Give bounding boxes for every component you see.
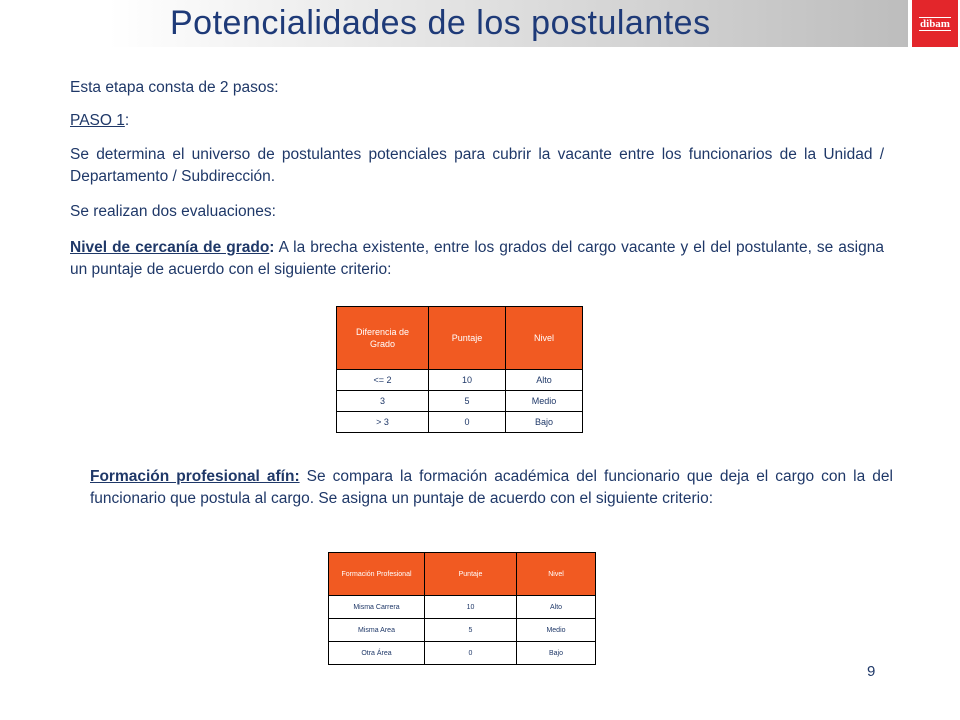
table-row xyxy=(329,619,596,642)
header-score: Puntaje xyxy=(425,553,517,596)
logo-text: dibam xyxy=(920,17,950,30)
table-row xyxy=(337,370,583,391)
table-cell: 5 xyxy=(425,619,517,642)
table-cell: Alto xyxy=(517,596,596,619)
criterion-grade xyxy=(70,237,884,281)
table-cell: 10 xyxy=(429,370,506,391)
header-score: Puntaje xyxy=(429,307,506,370)
header-level: Nivel xyxy=(517,553,596,596)
page-number: 9 xyxy=(867,663,876,680)
table-cell: > 3 xyxy=(337,412,429,433)
table-cell: Misma Area xyxy=(329,619,425,642)
header-grade-difference: Diferencia de Grado xyxy=(337,307,429,370)
step-colon: : xyxy=(124,112,130,129)
slide-title: Potencialidades de los postulantes xyxy=(170,4,711,42)
dibam-logo xyxy=(912,0,958,47)
criterion-training-text: Se compara la formación académica del funcionario que deja el cargo con la del funcionario que postula al cargo. Se asigna un puntaje de acuerdo con el siguiente criterio: xyxy=(90,468,893,507)
header-professional-training: Formación Profesional xyxy=(329,553,425,596)
criterion-grade-text: A la brecha existente, entre los grados del cargo vacante y el del postulante, se asigna un puntaje de acuerdo con el siguiente criterio: xyxy=(70,239,884,278)
table-cell: Medio xyxy=(506,391,583,412)
header-level: Nivel xyxy=(506,307,583,370)
criterion-training-label: Formación profesional afín: xyxy=(90,468,300,485)
table-cell: <= 2 xyxy=(337,370,429,391)
table-row xyxy=(337,391,583,412)
table-cell: Medio xyxy=(517,619,596,642)
paragraph-universe: Se determina el universo de postulantes potenciales para cubrir la vacante entre los funcionarios de la Unidad / Departamento / Subdirección. xyxy=(70,146,884,185)
step-heading xyxy=(70,110,890,132)
table-header-row xyxy=(329,553,596,596)
table-cell: Otra Área xyxy=(329,642,425,665)
table-cell: 10 xyxy=(425,596,517,619)
step-label: PASO 1 xyxy=(70,112,125,129)
table-cell: Bajo xyxy=(506,412,583,433)
criterion-grade-label: Nivel de cercanía de grado xyxy=(70,239,270,256)
table-cell: 0 xyxy=(425,642,517,665)
table-cell: Alto xyxy=(506,370,583,391)
table-cell: Misma Carrera xyxy=(329,596,425,619)
paragraph-evaluations: Se realizan dos evaluaciones: xyxy=(70,203,276,220)
table-row xyxy=(329,642,596,665)
grade-score-table xyxy=(336,306,583,433)
intro-text: Esta etapa consta de 2 pasos: xyxy=(70,79,279,96)
table-row xyxy=(329,596,596,619)
training-score-table xyxy=(328,552,596,665)
criterion-training xyxy=(90,466,893,510)
criterion-grade-colon: : xyxy=(269,239,275,256)
table-cell: 0 xyxy=(429,412,506,433)
table-header-row xyxy=(337,307,583,370)
table-row xyxy=(337,412,583,433)
table-cell: 3 xyxy=(337,391,429,412)
table-cell: 5 xyxy=(429,391,506,412)
table-cell: Bajo xyxy=(517,642,596,665)
